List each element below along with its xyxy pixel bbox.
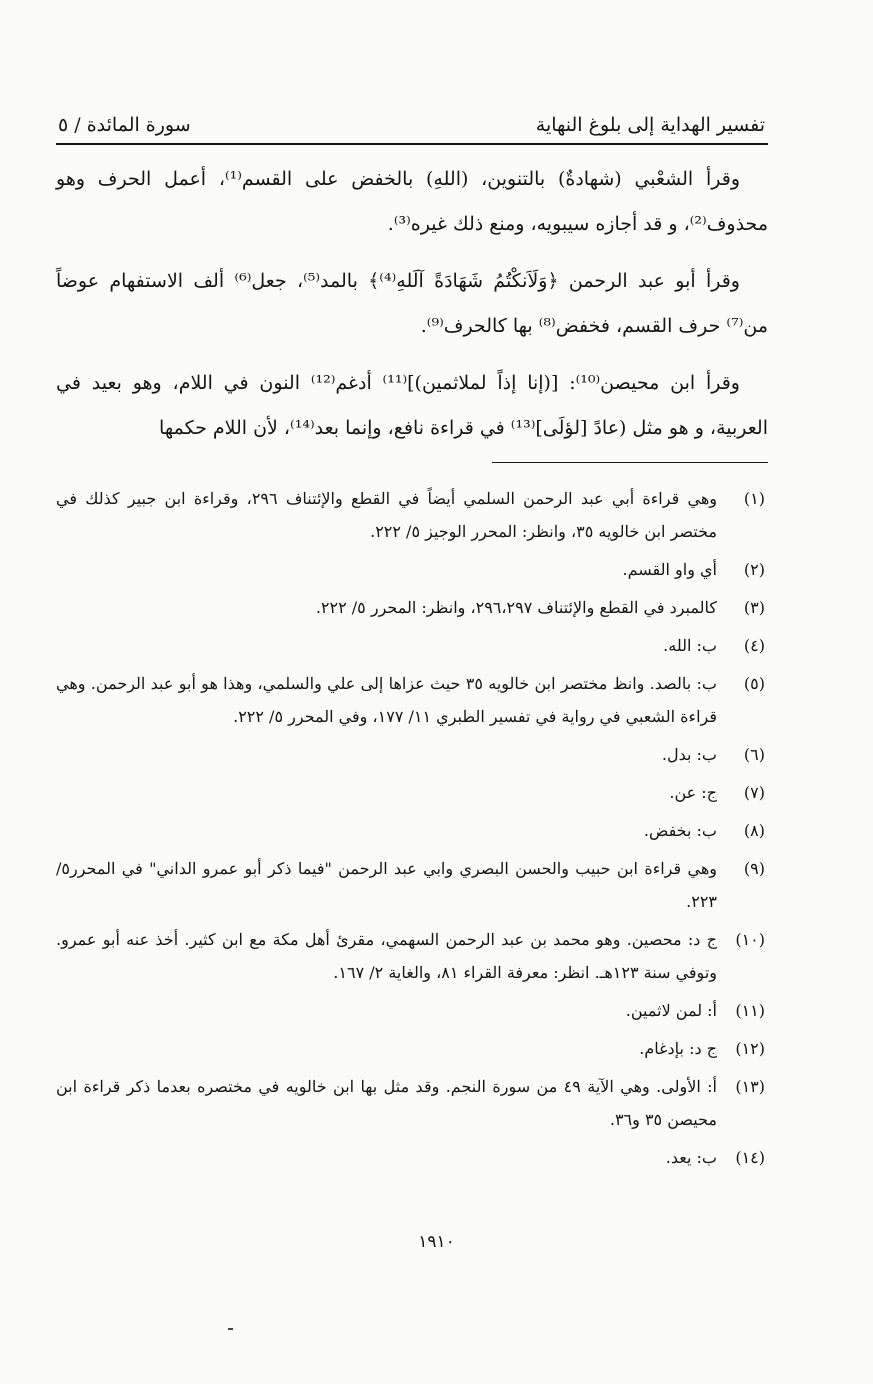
footnote-number: (٢) [743,560,765,579]
footnote-number: (٨) [743,821,765,840]
footnote-text: ج د: محصين. وهو محمد بن عبد الرحمن السهمي، مقرئ أهل مكة مع ابن كثير. أخذ عنه أبو عمرو. وتوفي سنة ١٢٣هـ. انظر: معرفة القراء ٨١، والغاية ٢/ ١٦٧. [56,930,717,982]
footnote-12 [56,1032,765,1065]
footnote-text: ج د: بإدغام. [639,1039,717,1058]
footnote-5 [56,667,765,733]
footnote-number: (٥) [743,674,765,693]
footnote-1 [56,482,765,548]
footnotes [56,482,765,1179]
footnote-8 [56,814,765,847]
footnote-text: كالمبرد في القطع والإئتناف ٢٩٦،٢٩٧، وانظر: المحرر ٥/ ٢٢٢. [315,598,717,617]
footnote-number: (١) [743,489,765,508]
footnote-number: (١٢) [735,1039,765,1058]
footnote-text: ب: يعد. [665,1148,717,1167]
main-text [56,157,768,463]
footnote-number: (١١) [735,1001,765,1020]
header-divider [56,143,768,145]
footnote-number: (٤) [743,636,765,655]
footnote-9 [56,852,765,918]
scan-speck [228,1328,233,1330]
footnote-text: ج: عن. [669,783,717,802]
footnote-text: أ: الأولى. وهي الآية ٤٩ من سورة النجم. وقد مثل بها ابن خالويه في مختصره بعدما ذكر قراءة ابن محيصن ٣٥ و٣٦. [56,1077,717,1129]
footnote-number: (١٠) [735,930,765,949]
footnote-text: ب: بخفض. [643,821,717,840]
footnote-number: (٣) [743,598,765,617]
main-paragraph-1: وقرأ الشعْبي (شهادةٌ) بالتنوين، (اللهِ) بالخفض على القسم⁽¹⁾، أعمل الحرف وهو محذوف⁽²⁾، و قد أجازه سيبويه، ومنع ذلك غيره⁽³⁾. [56,168,768,235]
footnote-text: وهي قراءة أبي عبد الرحمن السلمي أيضاً في القطع والإئتناف ٢٩٦، وقراءة ابن جبير كذلك في مختصر ابن خالويه ٣٥، وانظر: المحرر الوجيز ٥/ ٢٢٢. [56,489,717,541]
footnote-text: ب: بالصد. وانظ مختصر ابن خالويه ٣٥ حيث عزاها إلى علي والسلمي، وهذا هو أبو عبد الرحمن. وهي قراءة الشعبي في رواية في تفسير الطبري ١١/ ١٧٧، وفي المحرر ٥/ ٢٢٢. [56,674,717,726]
footnote-number: (٩) [743,859,765,878]
page-number: ١٩١٠ [418,1232,455,1252]
footnote-13 [56,1070,765,1136]
footnote-number: (١٤) [735,1148,765,1167]
book-title: تفسير الهداية إلى بلوغ النهاية [535,114,765,136]
footnote-text: وهي قراءة ابن حبيب والحسن البصري وابي عبد الرحمن "فيما ذكر أبو عمرو الداني" في المحرر٥/ ٢٢٣. [56,859,717,911]
footnote-text: أ: لمن لاثمين. [625,1001,717,1020]
footnote-2 [56,553,765,586]
footnote-4 [56,629,765,662]
footnote-text: أي واو القسم. [622,560,717,579]
footnote-number: (٦) [743,745,765,764]
footnote-11 [56,994,765,1027]
footnote-text: ب: الله. [663,636,717,655]
main-paragraph-3: وقرأ ابن محيصن⁽¹⁰⁾: [(إنا إذاً لملاثمين)]⁽¹¹⁾ أدغم⁽¹²⁾ النون في اللام، وهو بعيد في العربية، و هو مثل (عادً [لؤلَى]⁽¹³⁾ في قراءة نافع، وإنما بعد⁽¹⁴⁾، لأن اللام حكمها [56,372,768,439]
footnote-divider [492,462,768,463]
footnote-number: (١٣) [735,1077,765,1096]
footnote-text: ب: بدل. [661,745,717,764]
footnote-10 [56,923,765,989]
footnote-6 [56,738,765,771]
footnote-3 [56,591,765,624]
running-header [58,92,765,136]
surah-title: سورة المائدة / ٥ [58,114,191,136]
footnote-number: (٧) [743,783,765,802]
footnote-14 [56,1141,765,1174]
main-paragraph-2: وقرأ أبو عبد الرحمن ﴿وَلَاَنكْتُمُ شَهَادَةً آلَلهِ⁽⁴⁾﴾ بالمد⁽⁵⁾، جعل⁽⁶⁾ ألف الاستفهام عوضاً من⁽⁷⁾ حرف القسم، فخفض⁽⁸⁾ بها كالحرف⁽⁹⁾. [56,270,768,337]
footnote-7 [56,776,765,809]
